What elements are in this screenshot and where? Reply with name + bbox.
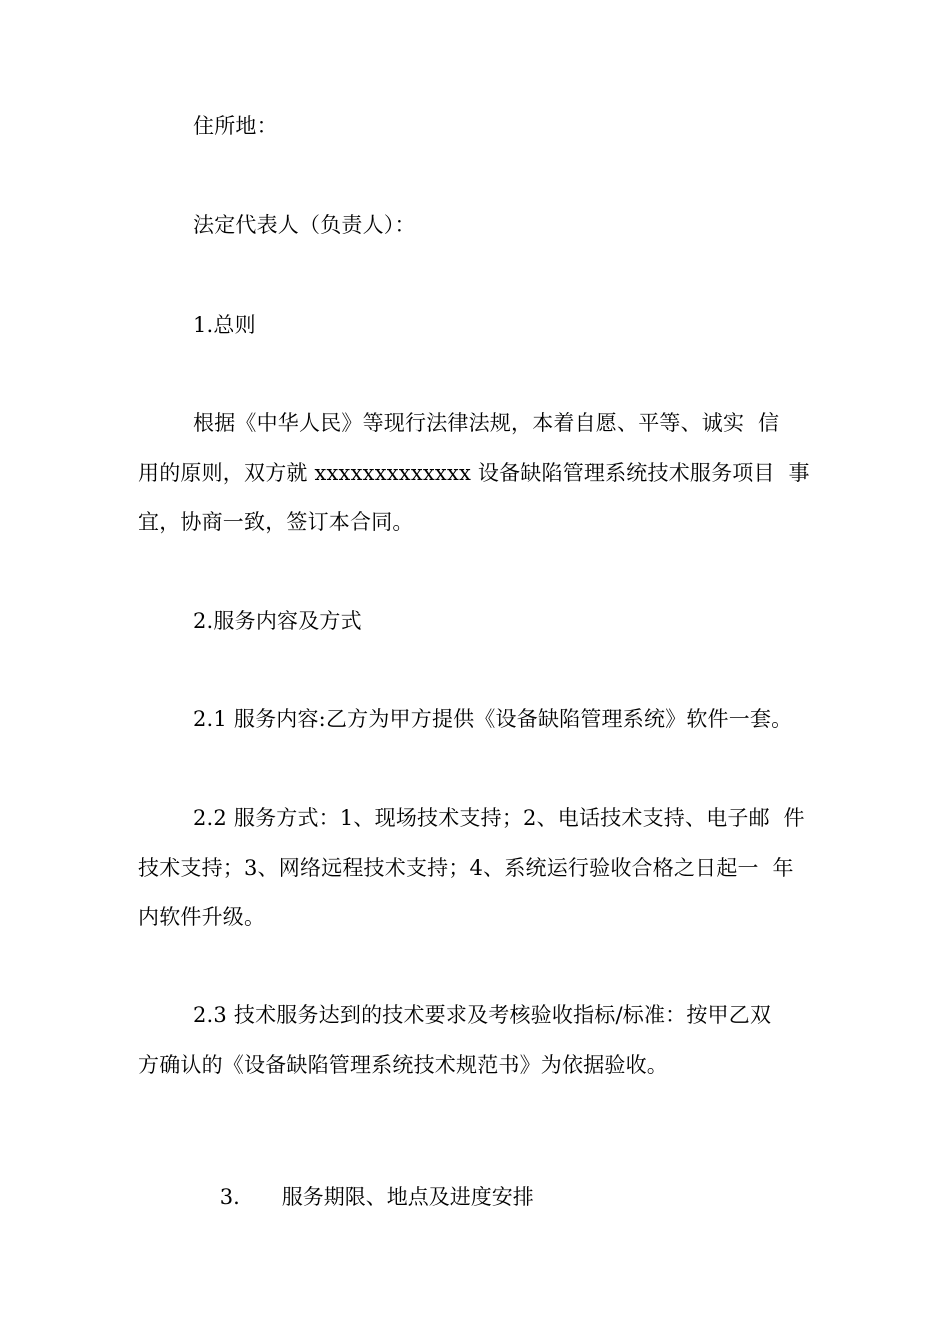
paragraph-2-1: 2.1 服务内容:乙方为甲方提供《设备缺陷管理系统》软件一套。 [193,707,793,731]
paragraph-2-3-line-1: 2.3 技术服务达到的技术要求及考核验收指标/标准：按甲乙双 [193,1003,772,1027]
paragraph-1-line-3: 宜，协商一致，签订本合同。 [138,510,414,534]
section-3-number: 3. [219,1185,240,1209]
section-3-heading [193,1131,534,1263]
section-2-title: 2.服务内容及方式 [193,609,362,633]
paragraph-2-2-line-3: 内软件升级。 [138,905,266,929]
paragraph-2-3-line-2: 方确认的《设备缺陷管理系统技术规范书》为依据验收。 [138,1053,668,1077]
section-1-title: 1.总则 [193,313,256,337]
section-3-title: 服务期限、地点及进度安排 [281,1185,534,1209]
paragraph-2-2-line-2: 技术支持；3、网络远程技术支持；4、系统运行验收合格之日起一 年 [138,856,794,880]
address-label: 住所地： [193,114,278,138]
paragraph-2-2-line-1: 2.2 服务方式：1、现场技术支持；2、电话技术支持、电子邮 件 [193,806,805,830]
paragraph-1-line-2: 用的原则，双方就 xxxxxxxxxxxxx 设备缺陷管理系统技术服务项目 事 [138,461,810,485]
legal-representative-label: 法定代表人（负责人）： [193,213,416,237]
paragraph-1-line-1: 根据《中华人民》等现行法律法规，本着自愿、平等、诚实 信 [193,411,780,435]
